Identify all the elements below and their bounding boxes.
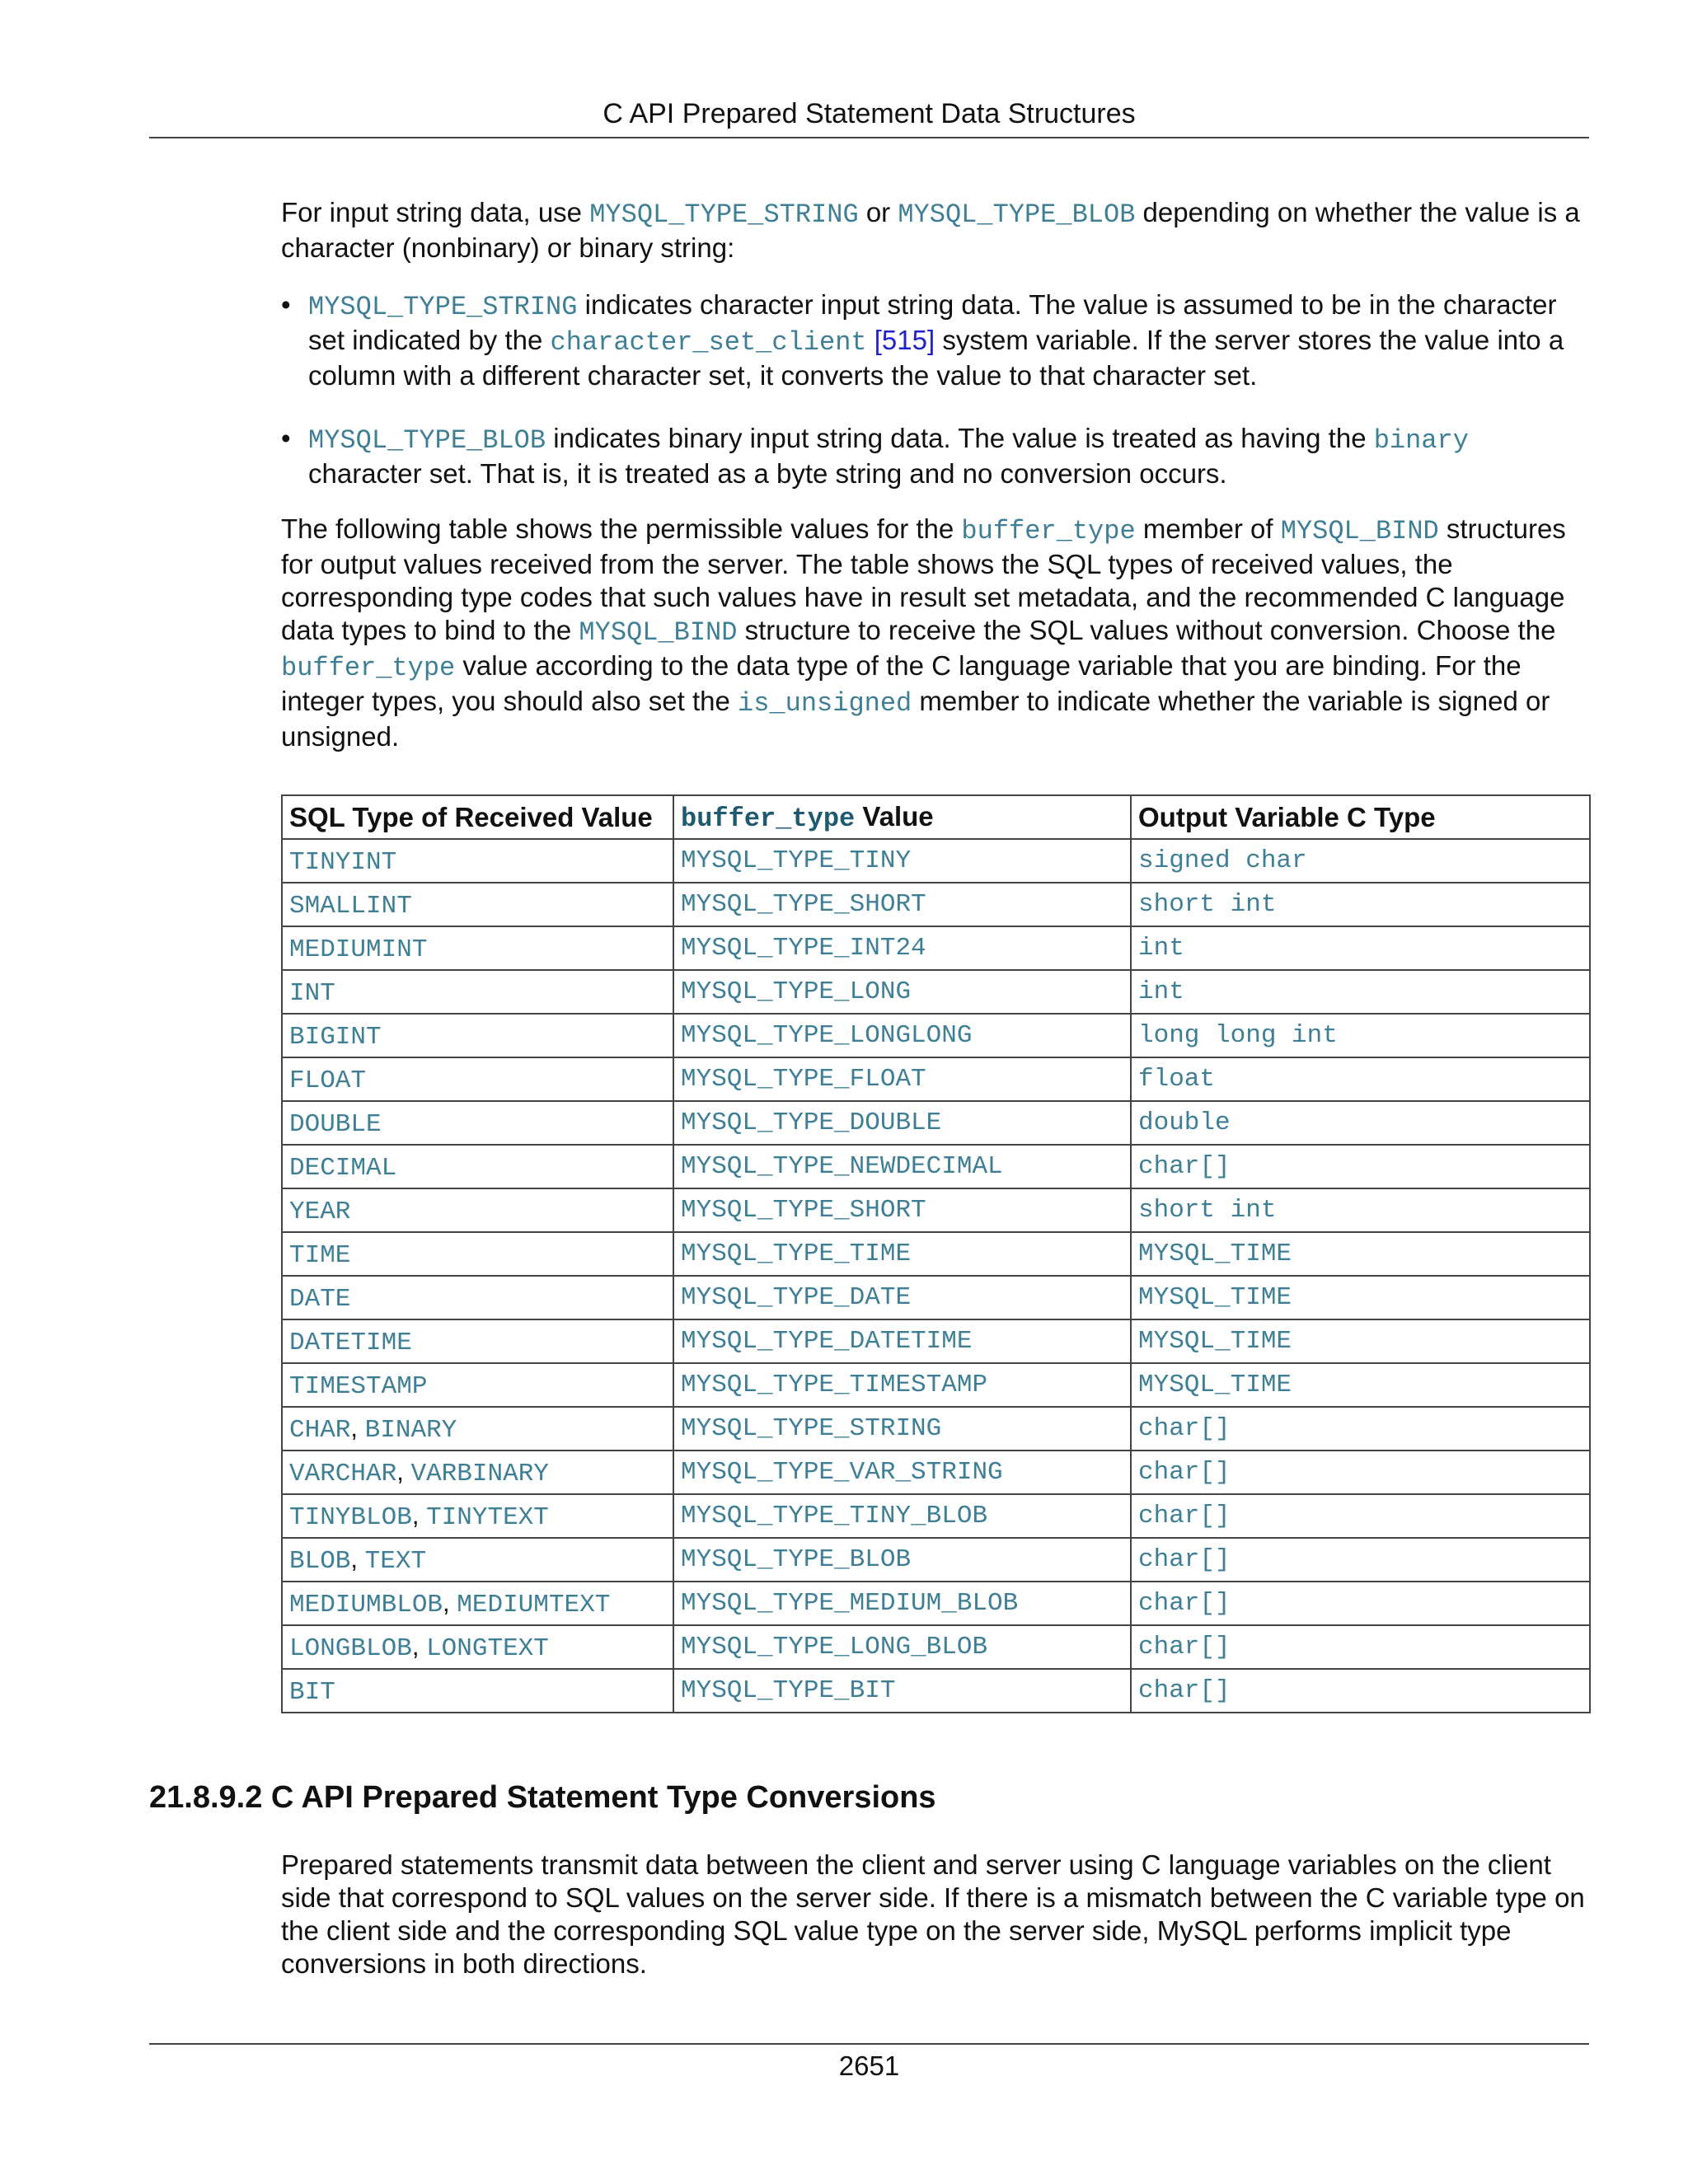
table-row	[282, 1319, 1590, 1363]
cell-c-type: MYSQL_TIME	[1131, 1232, 1590, 1276]
sql-type-name: BIGINT	[289, 1022, 382, 1052]
table-header-row	[282, 795, 1590, 839]
cell-buffer-type: MYSQL_TYPE_MEDIUM_BLOB	[673, 1582, 1131, 1625]
sql-type-name: TINYINT	[289, 847, 397, 877]
cell-sql-type	[282, 926, 673, 970]
type-separator: ,	[350, 1544, 365, 1573]
sql-type-name: BLOB	[289, 1546, 351, 1576]
code-mysql-bind: MYSQL_BIND	[1280, 516, 1439, 546]
conversion-paragraph: Prepared statements transmit data between the client and server using C language variables on the client side that correspond to SQL values on the server side. If there is a mismatch between the C variable type on the client side and the corresponding SQL value type on the server side, MySQL performs implicit type conversions in both directions.	[281, 1849, 1585, 1979]
cell-c-type: char[]	[1131, 1451, 1590, 1494]
cell-c-type: short int	[1131, 1188, 1590, 1232]
sql-type-name: DOUBLE	[289, 1109, 382, 1139]
table-row	[282, 1669, 1590, 1713]
intro-paragraph	[281, 196, 1589, 265]
sql-type-name: BINARY	[364, 1415, 457, 1445]
sql-type-name: LONGTEXT	[426, 1633, 549, 1663]
cell-buffer-type: MYSQL_TYPE_DATETIME	[673, 1319, 1131, 1363]
cell-c-type: char[]	[1131, 1494, 1590, 1538]
cell-buffer-type: MYSQL_TYPE_STRING	[673, 1407, 1131, 1451]
type-separator: ,	[350, 1413, 365, 1442]
cell-c-type: char[]	[1131, 1625, 1590, 1669]
reference-link[interactable]: [515]	[866, 325, 935, 355]
code-mysql-type-blob: MYSQL_TYPE_BLOB	[308, 425, 546, 456]
cell-buffer-type: MYSQL_TYPE_TINY_BLOB	[673, 1494, 1131, 1538]
code-character-set-client: character_set_client	[550, 327, 867, 358]
type-separator: ,	[443, 1587, 457, 1617]
cell-sql-type	[282, 1319, 673, 1363]
paragraph-text: The following table shows the permissible values for the	[281, 513, 962, 544]
cell-c-type: signed char	[1131, 839, 1590, 883]
sql-type-name: FLOAT	[289, 1066, 367, 1095]
cell-sql-type	[282, 1276, 673, 1319]
cell-buffer-type: MYSQL_TYPE_LONG_BLOB	[673, 1625, 1131, 1669]
sql-type-name: INT	[289, 978, 335, 1008]
intro-text: or	[858, 197, 898, 227]
cell-sql-type	[282, 883, 673, 926]
header-c-type: Output Variable C Type	[1131, 795, 1590, 839]
table-row	[282, 1188, 1590, 1232]
cell-sql-type	[282, 970, 673, 1014]
table-row	[282, 1276, 1590, 1319]
sql-type-name: TIME	[289, 1240, 351, 1270]
bullet-item-string	[281, 288, 1589, 392]
table-row	[282, 1407, 1590, 1451]
cell-sql-type	[282, 1014, 673, 1057]
cell-c-type: float	[1131, 1057, 1590, 1101]
code-mysql-bind: MYSQL_BIND	[579, 617, 738, 648]
table-row	[282, 1014, 1590, 1057]
cell-c-type: MYSQL_TIME	[1131, 1319, 1590, 1363]
bullet-list	[281, 288, 1589, 520]
cell-c-type: double	[1131, 1101, 1590, 1145]
type-mapping-table	[281, 794, 1591, 1713]
table-row	[282, 1625, 1590, 1669]
table-row	[282, 839, 1590, 883]
cell-buffer-type: MYSQL_TYPE_TINY	[673, 839, 1131, 883]
table-row	[282, 1057, 1590, 1101]
section-heading: 21.8.9.2 C API Prepared Statement Type Conversions	[149, 1780, 936, 1815]
intro-text: depending on whether the value is a character (nonbinary) or binary string:	[281, 197, 1580, 263]
cell-sql-type	[282, 1101, 673, 1145]
cell-c-type: MYSQL_TIME	[1131, 1276, 1590, 1319]
table-row	[282, 1363, 1590, 1407]
code-buffer-type: buffer_type	[961, 516, 1136, 546]
cell-c-type: char[]	[1131, 1669, 1590, 1713]
sql-type-name: SMALLINT	[289, 891, 412, 921]
type-separator: ,	[396, 1456, 411, 1486]
cell-buffer-type: MYSQL_TYPE_DATE	[673, 1276, 1131, 1319]
header-buffer-type-text: Value	[855, 800, 934, 832]
code-binary: binary	[1373, 425, 1469, 456]
sql-type-name: DATE	[289, 1284, 351, 1314]
cell-sql-type	[282, 1188, 673, 1232]
table-row	[282, 1451, 1590, 1494]
sql-type-name: MEDIUMBLOB	[289, 1590, 443, 1619]
cell-sql-type	[282, 1057, 673, 1101]
footer-rule	[149, 2043, 1589, 2045]
page-number: 2651	[838, 2050, 900, 2081]
cell-buffer-type: MYSQL_TYPE_NEWDECIMAL	[673, 1145, 1131, 1188]
table-row	[282, 1145, 1590, 1188]
cell-buffer-type: MYSQL_TYPE_DOUBLE	[673, 1101, 1131, 1145]
cell-c-type: char[]	[1131, 1538, 1590, 1582]
sql-type-name: MEDIUMTEXT	[457, 1590, 611, 1619]
cell-c-type: char[]	[1131, 1407, 1590, 1451]
cell-sql-type	[282, 1494, 673, 1538]
paragraph-text: member of	[1135, 513, 1281, 544]
cell-sql-type	[282, 1582, 673, 1625]
sql-type-name: DECIMAL	[289, 1153, 397, 1183]
running-header: C API Prepared Statement Data Structures	[603, 98, 1136, 129]
paragraph-text: structures for output values received from the server. The table shows the SQL types of received values, the corresponding type codes that such values have in result set metadata, and the recommended C language data types to bind to the	[281, 513, 1566, 645]
code-mysql-type-blob: MYSQL_TYPE_BLOB	[898, 199, 1136, 230]
code-mysql-type-string: MYSQL_TYPE_STRING	[589, 199, 859, 230]
cell-c-type: short int	[1131, 883, 1590, 926]
cell-c-type: MYSQL_TIME	[1131, 1363, 1590, 1407]
cell-buffer-type: MYSQL_TYPE_INT24	[673, 926, 1131, 970]
type-separator: ,	[411, 1631, 427, 1661]
cell-sql-type	[282, 1363, 673, 1407]
sql-type-name: VARBINARY	[410, 1459, 549, 1488]
sql-type-name: YEAR	[289, 1197, 351, 1226]
table-body	[282, 839, 1590, 1713]
code-is-unsigned: is_unsigned	[738, 688, 912, 719]
table-row	[282, 970, 1590, 1014]
table-row	[282, 1101, 1590, 1145]
sql-type-name: TIMESTAMP	[289, 1371, 428, 1401]
bullet-icon: •	[281, 289, 291, 320]
cell-buffer-type: MYSQL_TYPE_SHORT	[673, 883, 1131, 926]
bullet-text: indicates character input string data. The value is assumed to be in the character set indicated by the	[308, 289, 1557, 355]
cell-sql-type	[282, 839, 673, 883]
bullet-icon: •	[281, 423, 291, 453]
cell-c-type: long long int	[1131, 1014, 1590, 1057]
cell-c-type: int	[1131, 970, 1590, 1014]
header-rule	[149, 137, 1589, 138]
cell-sql-type	[282, 1538, 673, 1582]
header-sql-type: SQL Type of Received Value	[282, 795, 673, 839]
sql-type-name: CHAR	[289, 1415, 351, 1445]
type-separator: ,	[411, 1500, 427, 1530]
cell-sql-type	[282, 1407, 673, 1451]
cell-c-type: int	[1131, 926, 1590, 970]
cell-sql-type	[282, 1145, 673, 1188]
paragraph-text: value according to the data type of the C language variable that you are binding. For the integer types, you should also set the	[281, 650, 1522, 716]
sql-type-name: VARCHAR	[289, 1459, 397, 1488]
intro-text: For input string data, use	[281, 197, 590, 227]
cell-buffer-type: MYSQL_TYPE_LONGLONG	[673, 1014, 1131, 1057]
code-buffer-type: buffer_type	[281, 653, 456, 683]
sql-type-name: TINYTEXT	[426, 1502, 549, 1532]
header-buffer-type	[673, 795, 1131, 839]
table-row	[282, 1538, 1590, 1582]
sql-type-name: DATETIME	[289, 1328, 412, 1357]
table-intro-paragraph	[281, 513, 1589, 753]
cell-buffer-type: MYSQL_TYPE_SHORT	[673, 1188, 1131, 1232]
cell-buffer-type: MYSQL_TYPE_BIT	[673, 1669, 1131, 1713]
sql-type-name: TINYBLOB	[289, 1502, 412, 1532]
bullet-text: system variable. If the server stores the value into a column with a different character set, it converts the value to that character set.	[308, 325, 1564, 391]
paragraph-text: member to indicate whether the variable is signed or unsigned.	[281, 686, 1550, 752]
table-row	[282, 926, 1590, 970]
cell-buffer-type: MYSQL_TYPE_TIMESTAMP	[673, 1363, 1131, 1407]
cell-sql-type	[282, 1232, 673, 1276]
sql-type-name: TEXT	[364, 1546, 427, 1576]
cell-sql-type	[282, 1669, 673, 1713]
cell-c-type: char[]	[1131, 1582, 1590, 1625]
table-row	[282, 1582, 1590, 1625]
table-row	[282, 1494, 1590, 1538]
cell-buffer-type: MYSQL_TYPE_VAR_STRING	[673, 1451, 1131, 1494]
cell-buffer-type: MYSQL_TYPE_LONG	[673, 970, 1131, 1014]
bullet-item-blob	[281, 422, 1589, 490]
cell-c-type: char[]	[1131, 1145, 1590, 1188]
cell-buffer-type: MYSQL_TYPE_TIME	[673, 1232, 1131, 1276]
table-row	[282, 883, 1590, 926]
cell-buffer-type: MYSQL_TYPE_BLOB	[673, 1538, 1131, 1582]
sql-type-name: BIT	[289, 1677, 335, 1707]
header-buffer-type-code: buffer_type	[681, 803, 856, 834]
sql-type-name: LONGBLOB	[289, 1633, 412, 1663]
code-mysql-type-string: MYSQL_TYPE_STRING	[308, 292, 578, 322]
bullet-text: character set. That is, it is treated as a byte string and no conversion occurs.	[308, 458, 1227, 489]
cell-buffer-type: MYSQL_TYPE_FLOAT	[673, 1057, 1131, 1101]
cell-sql-type	[282, 1451, 673, 1494]
paragraph-text: structure to receive the SQL values without conversion. Choose the	[737, 615, 1556, 645]
bullet-text: indicates binary input string data. The value is treated as having the	[546, 423, 1374, 453]
table-row	[282, 1232, 1590, 1276]
sql-type-name: MEDIUMINT	[289, 935, 428, 964]
cell-sql-type	[282, 1625, 673, 1669]
